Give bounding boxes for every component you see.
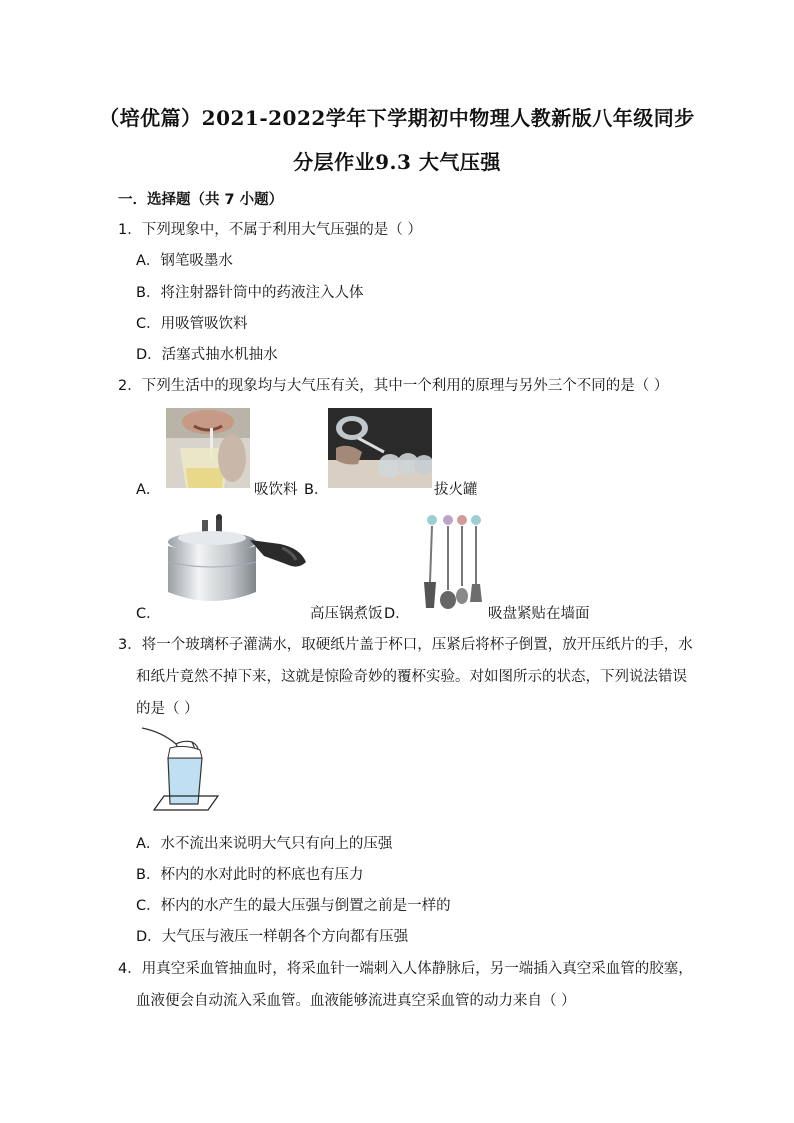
question-2-stem: 2．下列生活中的现象均与大气压有关，其中一个利用的原理与另外三个不同的是（ ）	[118, 378, 669, 394]
question-1-option-c: C．用吸管吸饮料	[136, 316, 248, 332]
question-2-option-b-letter: B．	[304, 482, 329, 498]
question-1-option-a: A．钢笔吸墨水	[136, 253, 233, 269]
question-4-stem-line-1: 4．用真空采血管抽血时，将采血针一端刺入人体静脉后，另一端插入真空采血管的胶塞，	[118, 961, 693, 977]
inverted-cup-diagram	[140, 722, 224, 818]
question-2-option-d-caption: 吸盘紧贴在墙面	[488, 606, 590, 622]
document-title-line-1: （培优篇）2021-2022学年下学期初中物理人教新版八年级同步	[99, 106, 695, 130]
question-3-option-c: C．杯内的水产生的最大压强与倒置之前是一样的	[136, 898, 451, 914]
question-3-option-d: D．大气压与液压一样朝各个方向都有压强	[136, 929, 409, 945]
question-3-option-b: B．杯内的水对此时的杯底也有压力	[136, 867, 364, 883]
drinking-straw-photo	[166, 408, 250, 488]
question-4-stem-line-2: 血液便会自动流入采血管。血液能够流进真空采血管的动力来自（ ）	[136, 993, 576, 1009]
pressure-cooker-photo	[160, 512, 308, 608]
question-1-option-b: B．将注射器针筒中的药液注入人体	[136, 285, 364, 301]
question-2-option-c-caption: 高压锅煮饭	[310, 606, 383, 622]
question-3-stem-line-3: 的是（ ）	[136, 701, 199, 717]
document-title-line-2: 分层作业9.3 大气压强	[293, 150, 501, 174]
question-2-option-c-letter: C．	[136, 606, 161, 622]
question-2-option-a-caption: 吸饮料	[254, 482, 298, 498]
question-1-stem: 1．下列现象中，不属于利用大气压强的是（ ）	[118, 222, 422, 238]
question-3-option-a: A．水不流出来说明大气只有向上的压强	[136, 836, 393, 852]
question-3-stem-line-1: 3．将一个玻璃杯子灌满水，取硬纸片盖于杯口，压紧后将杯子倒置，放开压纸片的手，水	[118, 637, 693, 653]
section-heading: 一．选择题（共 7 小题）	[118, 192, 284, 208]
question-1-option-d: D．活塞式抽水机抽水	[136, 347, 278, 363]
cupping-photo	[328, 408, 432, 488]
question-2-option-d-letter: D．	[384, 606, 410, 622]
question-2-option-b-caption: 拔火罐	[434, 482, 478, 498]
question-3-stem-line-2: 和纸片竟然不掉下来，这就是惊险奇妙的覆杯实验。对如图所示的状态，下列说法错误	[136, 669, 687, 685]
suction-cup-hooks-photo	[420, 512, 484, 612]
question-2-option-a-letter: A．	[136, 482, 161, 498]
